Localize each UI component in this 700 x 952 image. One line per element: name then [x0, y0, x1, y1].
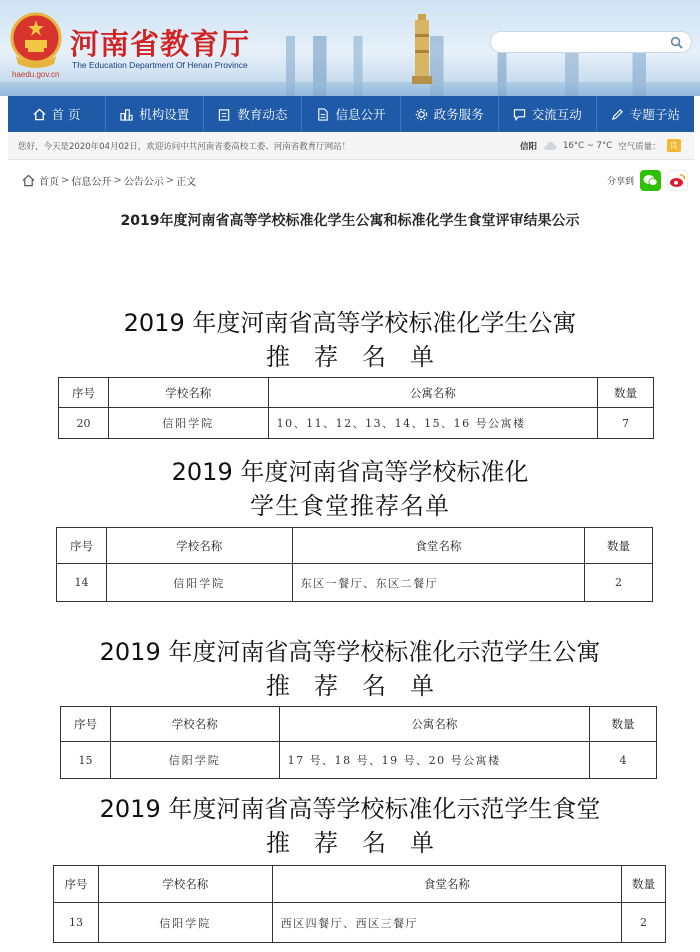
- nav-item-label: 信息公开: [335, 107, 386, 122]
- table-cell: 4: [590, 742, 657, 779]
- table-cell: 西区四餐厅、西区三餐厅: [272, 903, 621, 943]
- section-title-line2: 学生食堂推荐名单: [250, 492, 450, 520]
- weather-city: 信阳: [520, 141, 538, 152]
- table-cell: 信阳学院: [110, 742, 279, 779]
- home-icon: [22, 174, 35, 187]
- cloud-icon: [543, 141, 557, 151]
- nav-item-service[interactable]: [401, 96, 499, 132]
- site-url: haedu.gov.cn: [12, 70, 60, 79]
- pencil-icon: [611, 108, 624, 121]
- column-header: 公寓名称: [279, 707, 589, 742]
- site-subtitle: The Education Department Of Henan Province: [72, 60, 248, 70]
- table-header-row: [57, 528, 653, 564]
- column-header: 食堂名称: [292, 528, 584, 564]
- column-header: 食堂名称: [272, 866, 621, 903]
- column-header: 学校名称: [98, 866, 272, 903]
- wechat-icon: [643, 174, 658, 187]
- table-cell: 信阳学院: [108, 408, 268, 439]
- table-cell: 10、11、12、13、14、15、16 号公寓楼: [268, 408, 597, 439]
- column-header: 数量: [622, 866, 666, 903]
- section-title-line1: 2019 年度河南省高等学校标准化示范学生公寓: [99, 638, 601, 666]
- nav-item-label: 政务服务: [433, 107, 484, 122]
- section-title: [0, 635, 700, 703]
- aqi-badge: 良: [667, 139, 681, 152]
- nav-item-label: 交流互动: [531, 107, 582, 122]
- table-row: [61, 742, 657, 779]
- nav-item-interact[interactable]: [499, 96, 597, 132]
- table-cell: 2: [585, 564, 653, 602]
- table-cell: 14: [57, 564, 107, 602]
- recommendation-table: [58, 377, 654, 439]
- nav-item-news[interactable]: [204, 96, 302, 132]
- main-nav: [8, 96, 694, 132]
- section-title-line1: 2019 年度河南省高等学校标准化: [171, 458, 529, 486]
- section-title-line1: 2019 年度河南省高等学校标准化示范学生食堂: [99, 795, 601, 823]
- section-title: [0, 455, 700, 523]
- column-header: 数量: [585, 528, 653, 564]
- document-icon: [316, 108, 329, 121]
- nav-item-topics[interactable]: [597, 96, 694, 132]
- search-input[interactable]: [490, 31, 692, 53]
- table-cell: 2: [622, 903, 666, 943]
- article-title: 2019年度河南省高等学校标准化学生公寓和标准化学生食堂评审结果公示: [120, 213, 580, 229]
- table-cell: 东区一餐厅、东区二餐厅: [292, 564, 584, 602]
- breadcrumb-info[interactable]: 信息公开: [71, 176, 112, 188]
- edit-icon: [218, 108, 231, 121]
- column-header: 数量: [590, 707, 657, 742]
- table-cell: 17 号、18 号、19 号、20 号公寓楼: [279, 742, 589, 779]
- table-cell: 信阳学院: [98, 903, 272, 943]
- column-header: 学校名称: [108, 378, 268, 408]
- breadcrumb-separator: >: [61, 174, 70, 186]
- nav-item-home[interactable]: [8, 96, 106, 132]
- nav-item-label: 教育动态: [237, 107, 288, 122]
- section-title-line1: 2019 年度河南省高等学校标准化学生公寓: [123, 309, 577, 337]
- section-title: [0, 792, 700, 860]
- nav-item-org[interactable]: [106, 96, 204, 132]
- column-header: 公寓名称: [268, 378, 597, 408]
- recommendation-table: [56, 527, 653, 602]
- welcome-text: 您好，今天是2020年04月02日，欢迎访问中共河南省委高校工委、河南省教育厅网站！: [18, 141, 351, 152]
- recommendation-table: [60, 706, 657, 779]
- section-title-line2: 推荐名单: [266, 672, 458, 700]
- table-header-row: [54, 866, 666, 903]
- table-cell: 13: [54, 903, 99, 943]
- weibo-icon: [669, 173, 686, 188]
- chat-icon: [513, 108, 526, 121]
- column-header: 学校名称: [106, 528, 292, 564]
- tower-graphic: [412, 14, 432, 84]
- weather-temperature: 16°C ~ 7°C: [563, 140, 613, 151]
- nav-item-label: 专题子站: [629, 107, 680, 122]
- table-cell: 7: [598, 408, 654, 439]
- table-cell: 信阳学院: [106, 564, 292, 602]
- table-row: [54, 903, 666, 943]
- table-row: [57, 564, 653, 602]
- river-graphic: [0, 82, 700, 96]
- nav-item-info[interactable]: [302, 96, 400, 132]
- column-header: 序号: [61, 707, 111, 742]
- breadcrumb-separator: >: [165, 174, 175, 186]
- table-header-row: [59, 378, 654, 408]
- national-emblem-icon: [10, 12, 62, 68]
- search-icon[interactable]: [670, 36, 683, 49]
- gear-icon: [415, 108, 428, 121]
- share-bar: [607, 170, 688, 191]
- table-cell: 15: [61, 742, 111, 779]
- org-icon: [120, 108, 133, 121]
- home-icon: [33, 108, 46, 121]
- aqi-label: 空气质量：: [618, 141, 661, 152]
- column-header: 序号: [57, 528, 107, 564]
- section-title: [0, 306, 700, 374]
- column-header: 序号: [59, 378, 109, 408]
- welcome-bar: [8, 132, 694, 160]
- table-header-row: [61, 707, 657, 742]
- table-row: [59, 408, 654, 439]
- table-cell: 20: [59, 408, 109, 439]
- weibo-share-button[interactable]: [667, 170, 688, 191]
- breadcrumb-notices[interactable]: 公告公示: [123, 176, 164, 188]
- breadcrumb-separator: >: [113, 174, 122, 186]
- wechat-share-button[interactable]: [640, 170, 661, 191]
- breadcrumb: [8, 162, 694, 198]
- nav-item-label: 首 页: [51, 107, 81, 122]
- share-label: 分享到: [606, 177, 634, 187]
- site-title[interactable]: 河南省教育厅: [70, 27, 251, 61]
- breadcrumb-current: 正文: [176, 176, 197, 188]
- section-title-line2: 推荐名单: [266, 343, 458, 371]
- breadcrumb-home[interactable]: 首页: [39, 176, 59, 188]
- column-header: 学校名称: [110, 707, 279, 742]
- site-banner: [0, 0, 700, 96]
- section-title-line2: 推荐名单: [266, 829, 458, 857]
- recommendation-table: [53, 865, 666, 943]
- column-header: 数量: [598, 378, 654, 408]
- weather-widget: [520, 139, 681, 152]
- nav-item-label: 机构设置: [139, 107, 190, 122]
- column-header: 序号: [54, 866, 99, 903]
